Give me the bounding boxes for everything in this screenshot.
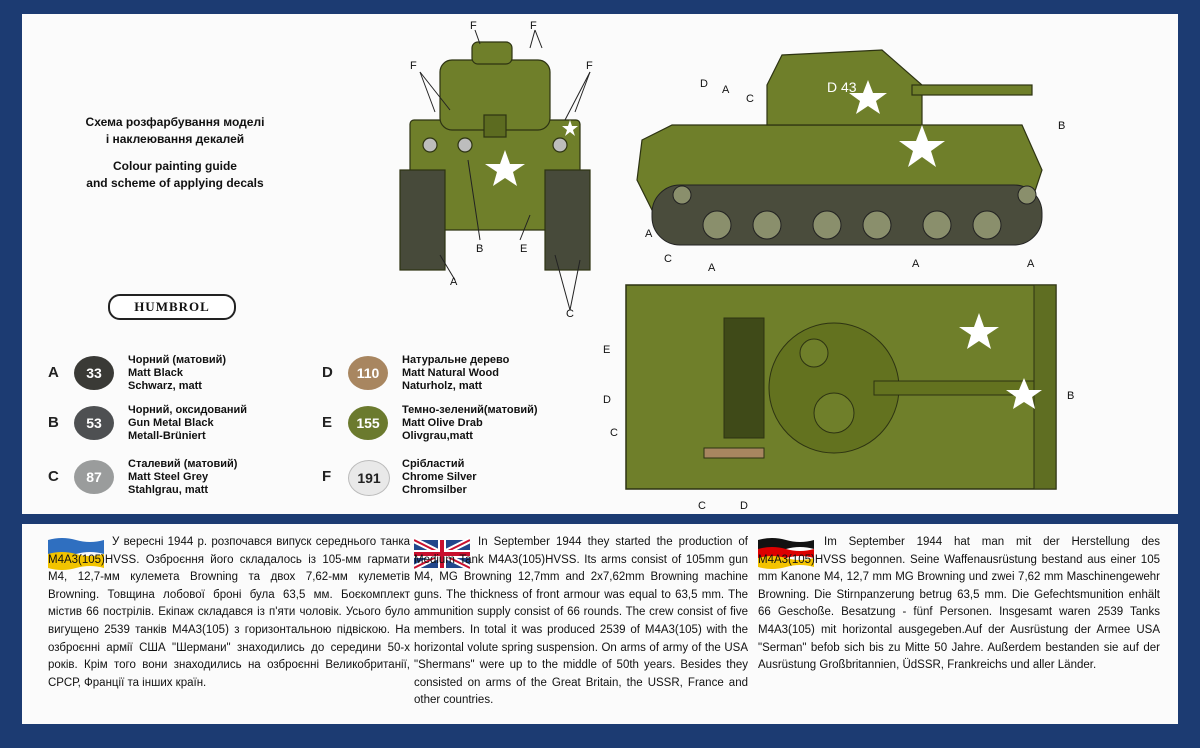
paint-name-ua: Темно-зелений(матовий) (402, 404, 538, 416)
guide-title-en (60, 158, 290, 192)
humbrol-logo: HUMBROL (108, 294, 236, 320)
paint-name-ua: Чорний (матовий) (128, 354, 227, 366)
paint-name-en: Gun Metal Black (128, 417, 214, 429)
paint-name-de: Schwarz, matt (128, 380, 202, 392)
callout-d: D (603, 394, 611, 406)
paint-name-en: Matt Black (128, 367, 184, 379)
paint-name-de: Metall-Brüniert (128, 430, 206, 442)
paint-name-en: Matt Olive Drab (402, 417, 483, 429)
callout-f: F (470, 20, 477, 32)
callout-b: B (1067, 390, 1075, 402)
paint-names (128, 458, 237, 497)
history-panel (22, 524, 1178, 724)
paint-name-ua: Натуральне дерево (402, 354, 510, 366)
paint-name-ua: Сталевий (матовий) (128, 458, 238, 470)
vehicle-number-decal: D 43 (827, 79, 857, 95)
paint-swatch: 110 (348, 356, 388, 390)
callout-e: E (603, 344, 611, 356)
paint-name-de: Chromsilber (402, 484, 467, 496)
paint-name-en: Matt Natural Wood (402, 367, 499, 379)
tank-top-view (624, 283, 1059, 495)
callout-c: C (698, 500, 706, 512)
history-text-ua: У вересні 1944 р. розпочався випуск середнього танка M4A3(105)HVSS. Озброєння його складалось із 105-мм гармати M4, 12,7-мм кулемета Browning та двох 7,62-мм кулеметів Browning. Товщина лобової броні була 63,5 мм. Боєкомплект містив 66 пострілів. Екіпаж складався із п'яти чоловік. Усього було вигущено 2539 танків M4A3(105) з горизонтальною підвіскою. На озброєнні армії США "Шермани" знаходились до середини 50-х років. Крім того вони знаходились на озброєнні Великобританії, СРСР, Франції та інших країн. (48, 536, 410, 689)
callout-c: C (610, 427, 618, 439)
tank-side-view (622, 30, 1072, 270)
history-text-en: In September 1944 they started the production of Medium Tank M4A3(105)HVSS. Its arms consist of 105mm gun M4, MG Browning 12,7mm and 2x7,62mm Browning machine guns. The thickness of front armour was equal to 63,5 mm. The ammunition supply consist of 66 rounds. The crew consist of five members. In total it was produced 2539 of M4A3(105) with the horizontal volute spring suspension. On arms of army of the USA "Shermans" were up to the middle of 50th years. Besides they consisted on arms of the Great Britain, the USSR, France and other countries. (414, 536, 748, 707)
callout-f: F (530, 20, 537, 32)
callout-d: D (740, 500, 748, 512)
paint-swatch: 87 (74, 460, 114, 494)
paint-letter: C (48, 468, 59, 485)
paint-names (128, 404, 247, 443)
callout-e: E (520, 243, 528, 255)
paint-name-ua: Чорний, оксидований (128, 404, 248, 416)
paint-letter: D (322, 364, 333, 381)
callout-a: A (722, 84, 730, 96)
paint-letter: E (322, 414, 333, 431)
paint-name-en: Chrome Silver (402, 471, 477, 483)
paint-swatch: 155 (348, 406, 388, 440)
history-text-de: Im September 1944 hat man mit der Herstellung des M4A3(105)HVSS begonnen. Seine Waffenausrüstung bestand aus einer 105 mm Kanone M4, 12,7 mm MG Browning und zwei 7,62 mm Maschinengewehr Browning. Die Stirnpanzerung betrug 63,5 mm. Die Gefechtsmunition enhält 66 Geschoße. Besatzung - fünf Personen. Insgesamt waren 2539 Tanks M4A3(105) mit horizontal ausgegeben.Auf der Ausrüstung der Armee USA "Serman" befob sich bis zu Mitte 50 Jahre. Außerdem bestanden sie auf der Ausrüstung Großbritannien, ÜdSSR, Frankreichs und aller Länder. (758, 536, 1160, 672)
callout-a: A (912, 258, 920, 270)
paint-letter: B (48, 414, 59, 431)
guide-title-en-line2: and scheme of applying decals (86, 176, 264, 190)
callout-c: C (746, 93, 754, 105)
paint-letter: A (48, 364, 59, 381)
guide-title-ua (60, 114, 290, 148)
callout-d: D (700, 78, 708, 90)
paint-names (402, 458, 477, 497)
callout-a: A (645, 228, 653, 240)
callout-c: C (566, 308, 574, 320)
callout-c: C (664, 253, 672, 265)
callout-a: A (1027, 258, 1035, 270)
guide-title-en-line1: Colour painting guide (113, 159, 237, 173)
paint-names (402, 404, 538, 443)
callout-a: A (708, 262, 716, 274)
callout-a: A (450, 276, 458, 288)
guide-title-ua-line2: і наклеювання декалей (105, 132, 245, 146)
paint-name-ua: Срібластий (402, 458, 465, 470)
callout-f: F (410, 60, 417, 72)
paint-name-en: Matt Steel Grey (128, 471, 209, 483)
paint-name-de: Olivgrau,matt (402, 430, 473, 442)
paint-names (402, 354, 509, 393)
callout-b: B (476, 243, 484, 255)
paint-swatch: 33 (74, 356, 114, 390)
callout-f: F (586, 60, 593, 72)
paint-name-de: Stahlgrau, matt (128, 484, 209, 496)
guide-title-ua-line1: Схема розфарбування моделі (85, 115, 265, 129)
paint-name-de: Naturholz, matt (402, 380, 483, 392)
paint-names (128, 354, 226, 393)
paint-letter: F (322, 468, 332, 485)
paint-swatch: 53 (74, 406, 114, 440)
paint-swatch: 191 (348, 460, 390, 496)
callout-b: B (1058, 120, 1066, 132)
